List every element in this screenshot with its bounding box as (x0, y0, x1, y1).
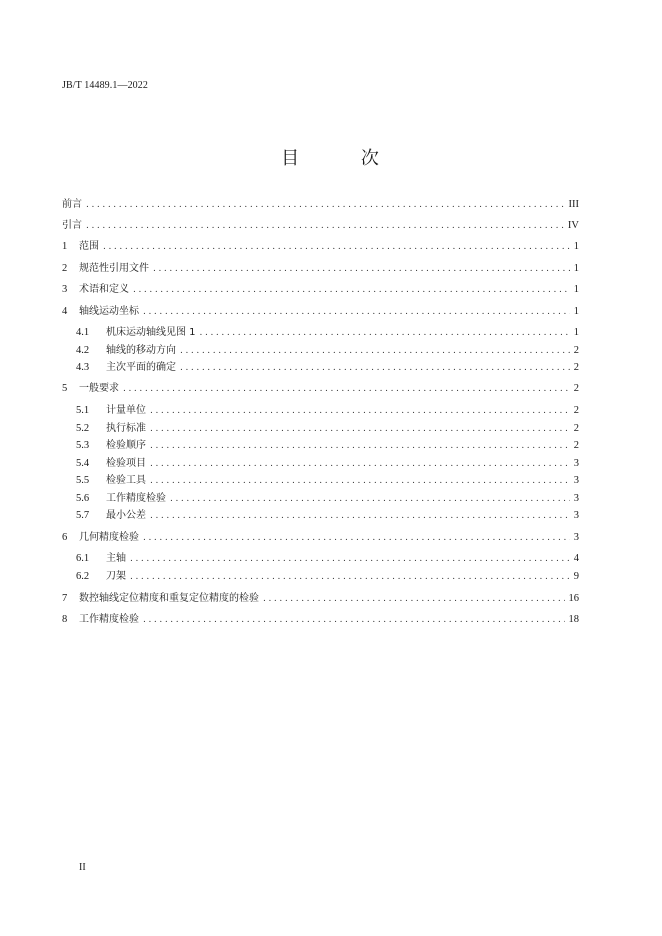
toc-dot-leader (130, 551, 570, 567)
toc-dot-leader (263, 591, 565, 607)
toc-entry[interactable] (62, 551, 579, 567)
toc-dot-leader (130, 569, 570, 585)
toc-dot-leader (150, 421, 570, 437)
toc-entry-title: 检验工具 (106, 475, 146, 486)
toc-entry-title: 一般要求 (79, 383, 119, 394)
toc-entry-page: 1 (573, 327, 579, 338)
toc-entry-title: 前言 (62, 199, 82, 210)
toc-dot-leader (180, 360, 570, 376)
toc-entry[interactable] (62, 569, 579, 585)
document-code: JB/T 14489.1—2022 (62, 80, 148, 91)
toc-entry-page: 1 (573, 306, 579, 317)
toc-entry-title: 主次平面的确定 (106, 362, 176, 373)
toc-entry-number: 7 (62, 593, 68, 604)
toc-entry-title: 范围 (79, 241, 99, 252)
toc-entry-title: 规范性引用文件 (79, 263, 149, 274)
toc-entry-number: 5.5 (76, 475, 90, 486)
toc-entry-number: 2 (62, 263, 68, 274)
toc-entry-page: 9 (573, 571, 579, 582)
toc-entry-title: 工作精度检验 (79, 614, 139, 625)
toc-entry-title: 计量单位 (106, 405, 146, 416)
toc-entry-number: 5 (62, 383, 68, 394)
toc-dot-leader (180, 343, 570, 359)
toc-dot-leader (150, 473, 570, 489)
toc-dot-leader (86, 218, 564, 234)
toc-entry-title: 术语和定义 (79, 284, 129, 295)
toc-entry-title: 刀架 (106, 571, 126, 582)
toc-entry-page: 3 (573, 493, 579, 504)
toc-entry-title: 检验项目 (106, 458, 146, 469)
toc-entry[interactable] (62, 381, 579, 397)
toc-entry-number: 3 (62, 284, 68, 295)
toc-entry-number: 4.3 (76, 362, 90, 373)
toc-entry-page: 2 (573, 345, 579, 356)
page-number: II (79, 862, 86, 873)
toc-entry-page: 2 (573, 440, 579, 451)
toc-entry-number: 6.2 (76, 571, 90, 582)
toc-entry[interactable] (62, 218, 579, 234)
toc-dot-leader (133, 282, 570, 298)
toc-dot-leader (143, 304, 570, 320)
toc-entry-title: 工作精度检验 (106, 493, 166, 504)
toc-entry-page: 3 (573, 510, 579, 521)
toc-entry-page: 3 (573, 532, 579, 543)
toc-entry[interactable] (62, 282, 579, 298)
toc-entry[interactable] (62, 197, 579, 213)
toc-entry-title: 执行标准 (106, 423, 146, 434)
toc-dot-leader (150, 403, 570, 419)
toc-entry[interactable] (62, 438, 579, 454)
toc-entry[interactable] (62, 304, 579, 320)
toc-dot-leader (103, 239, 570, 255)
toc-entry[interactable] (62, 456, 579, 472)
toc-entry-page: III (568, 199, 579, 210)
toc-entry-page: 1 (573, 263, 579, 274)
toc-entry-title: 机床运动轴线见图 1 (106, 327, 196, 338)
toc-entry-title: 检验顺序 (106, 440, 146, 451)
toc-entry[interactable] (62, 343, 579, 359)
toc-entry-page: 2 (573, 383, 579, 394)
toc-dot-leader (150, 456, 570, 472)
toc-dot-leader (143, 530, 570, 546)
toc-entry-page: 3 (573, 458, 579, 469)
toc-entry-number: 5.3 (76, 440, 90, 451)
toc-entry[interactable] (62, 508, 579, 524)
toc-entry-title: 引言 (62, 220, 82, 231)
toc-entry-page: 1 (573, 284, 579, 295)
toc-entry-number: 1 (62, 241, 68, 252)
toc-entry-number: 6.1 (76, 553, 90, 564)
toc-entry-title: 最小公差 (106, 510, 146, 521)
toc-entry[interactable] (62, 239, 579, 255)
toc-entry[interactable] (62, 491, 579, 507)
toc-entry-page: 16 (568, 593, 579, 604)
toc-entry[interactable] (62, 360, 579, 376)
toc-dot-leader (200, 325, 570, 341)
toc-dot-leader (86, 197, 565, 213)
toc-entry[interactable] (62, 530, 579, 546)
toc-dot-leader (123, 381, 570, 397)
toc-entry-title: 轴线的移动方向 (106, 345, 176, 356)
toc-dot-leader (150, 508, 570, 524)
toc-entry[interactable] (62, 421, 579, 437)
toc-entry[interactable] (62, 591, 579, 607)
toc-entry-page: 3 (573, 475, 579, 486)
toc-dot-leader (143, 612, 565, 628)
toc-entry-number: 6 (62, 532, 68, 543)
toc-entry-page: 18 (568, 614, 579, 625)
toc-entry[interactable] (62, 473, 579, 489)
page-title: 目 次 (281, 148, 407, 169)
toc-entry-number: 8 (62, 614, 68, 625)
toc-entry-number: 4 (62, 306, 68, 317)
toc-entry-page: 2 (573, 362, 579, 373)
toc-entry-number: 5.7 (76, 510, 90, 521)
toc-entry-page: 4 (573, 553, 579, 564)
toc-entry-title: 主轴 (106, 553, 126, 564)
toc-entry-number: 5.4 (76, 458, 90, 469)
toc-dot-leader (170, 491, 570, 507)
toc-dot-leader (153, 261, 570, 277)
toc-entry-number: 5.6 (76, 493, 90, 504)
toc-entry[interactable] (62, 403, 579, 419)
toc-entry[interactable] (62, 612, 579, 628)
toc-entry-number: 4.2 (76, 345, 90, 356)
toc-entry-page: 2 (573, 423, 579, 434)
toc-entry-title: 几何精度检验 (79, 532, 139, 543)
toc-entry[interactable] (62, 261, 579, 277)
toc-entry-number: 4.1 (76, 327, 90, 338)
toc-entry-number: 5.1 (76, 405, 90, 416)
toc-entry[interactable] (62, 325, 579, 341)
toc-entry-page: 2 (573, 405, 579, 416)
toc-dot-leader (150, 438, 570, 454)
toc-entry-title: 轴线运动坐标 (79, 306, 139, 317)
toc-entry-title: 数控轴线定位精度和重复定位精度的检验 (79, 593, 259, 604)
toc-entry-number: 5.2 (76, 423, 90, 434)
toc-entry-page: IV (567, 220, 579, 231)
toc-entry-page: 1 (573, 241, 579, 252)
